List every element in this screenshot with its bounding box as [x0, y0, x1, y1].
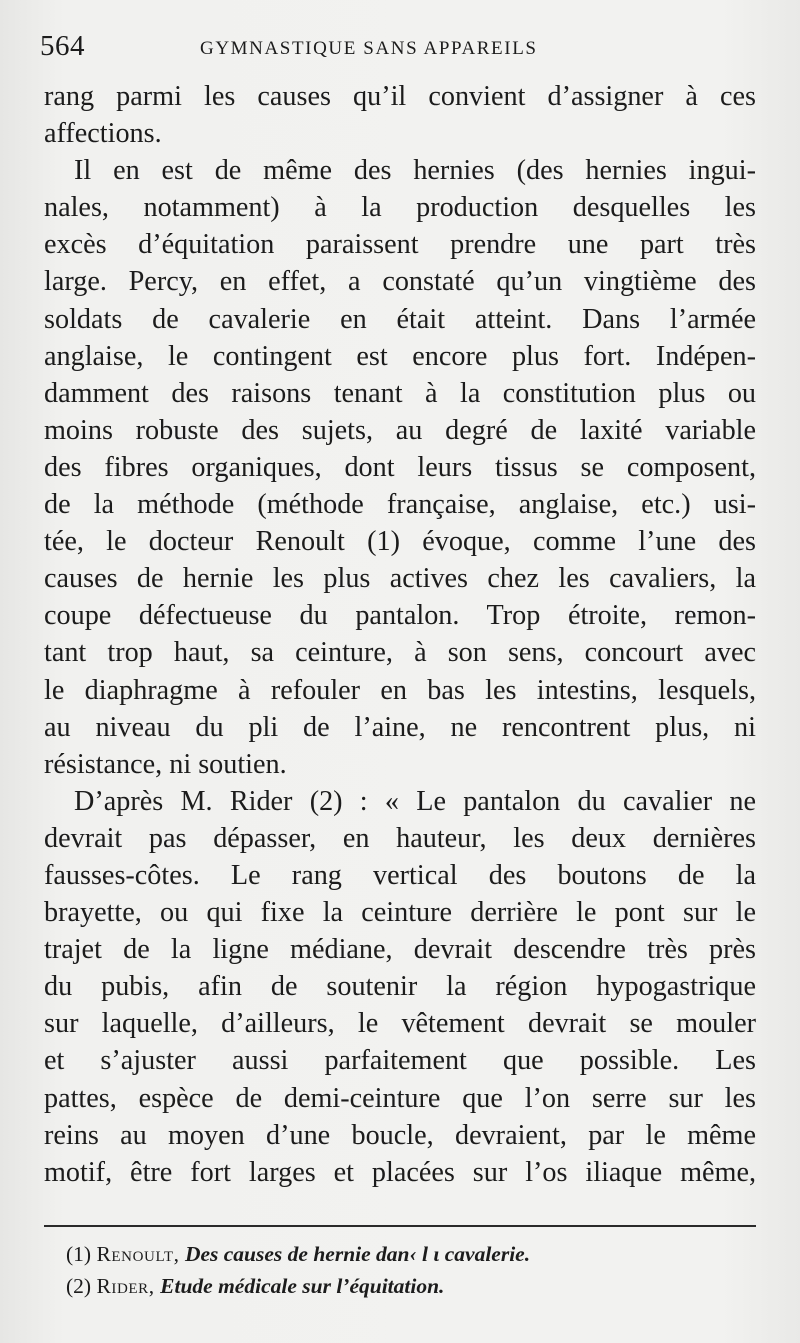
text-line: pattes, espèce de demi-ceinture que l’on serre sur les	[44, 1082, 756, 1114]
footnote	[66, 1270, 756, 1302]
text-line: tant trop haut, sa ceinture, à son sens, concourt avec	[44, 637, 756, 669]
text-line: large. Percy, en effet, a constaté qu’un vingtième des	[44, 266, 756, 298]
page-header	[40, 30, 760, 70]
text-line: Il en est de même des hernies (des hernies ingui-	[74, 155, 756, 187]
text-line: nales, notamment) à la production desquelles les	[44, 192, 756, 224]
body-text	[44, 78, 756, 1191]
text-line: coupe défectueuse du pantalon. Trop étroite, remon-	[44, 600, 756, 632]
footnote-title: Des causes de hernie dan‹ l ι cavalerie.	[184, 1242, 531, 1266]
text-line: sur laquelle, d’ailleurs, le vêtement devrait se mouler	[44, 1008, 756, 1040]
text-line: reins au moyen d’une boucle, devraient, par le même	[44, 1119, 756, 1151]
running-head: GYMNASTIQUE SANS APPAREILS	[200, 38, 538, 59]
footnote-marker: (2)	[66, 1274, 92, 1298]
text-line: excès d’équitation paraissent prendre une part très	[44, 229, 756, 261]
text-line: anglaise, le contingent est encore plus fort. Indépen-	[44, 340, 756, 372]
text-line: affections.	[44, 118, 162, 150]
text-line: résistance, ni soutien.	[44, 748, 287, 780]
text-line: moins robuste des sujets, au degré de laxité variable	[44, 414, 756, 446]
text-line: et s’ajuster aussi parfaitement que possible. Les	[44, 1045, 756, 1077]
footnote	[66, 1238, 756, 1270]
text-line: soldats de cavalerie en était atteint. Dans l’armée	[44, 303, 756, 335]
text-line: devrait pas dépasser, en hauteur, les deux dernières	[44, 822, 756, 854]
text-line: du pubis, afin de soutenir la région hypogastrique	[44, 971, 756, 1003]
text-line: brayette, ou qui fixe la ceinture derrière le pont sur le	[44, 897, 756, 929]
text-line: motif, être fort larges et placées sur l’os iliaque même,	[44, 1156, 756, 1188]
text-line: tée, le docteur Renoult (1) évoque, comme l’une des	[44, 526, 756, 558]
footnote-rule	[44, 1225, 756, 1227]
footnote-title: Etude médicale sur l’équitation.	[160, 1274, 445, 1298]
footnote-author: Renoult,	[96, 1242, 180, 1266]
text-line: de la méthode (méthode française, anglaise, etc.) usi-	[44, 489, 756, 521]
text-line: au niveau du pli de l’aine, ne rencontrent plus, ni	[44, 711, 756, 743]
text-line: le diaphragme à refouler en bas les intestins, lesquels,	[44, 674, 756, 706]
text-line: des fibres organiques, dont leurs tissus se composent,	[44, 451, 756, 483]
text-line: causes de hernie les plus actives chez les cavaliers, la	[44, 563, 756, 595]
text-line: rang parmi les causes qu’il convient d’assigner à ces	[44, 81, 756, 112]
text-line: trajet de la ligne médiane, devrait descendre très près	[44, 934, 756, 966]
page-number: 564	[40, 30, 85, 62]
text-line: fausses-côtes. Le rang vertical des boutons de la	[44, 859, 756, 891]
text-line: D’après M. Rider (2) : « Le pantalon du cavalier ne	[74, 785, 756, 817]
footnote-marker: (1)	[66, 1242, 92, 1266]
text-line: damment des raisons tenant à la constitution plus ou	[44, 377, 756, 409]
footnotes	[66, 1238, 756, 1302]
footnote-author: Rider,	[96, 1274, 155, 1298]
